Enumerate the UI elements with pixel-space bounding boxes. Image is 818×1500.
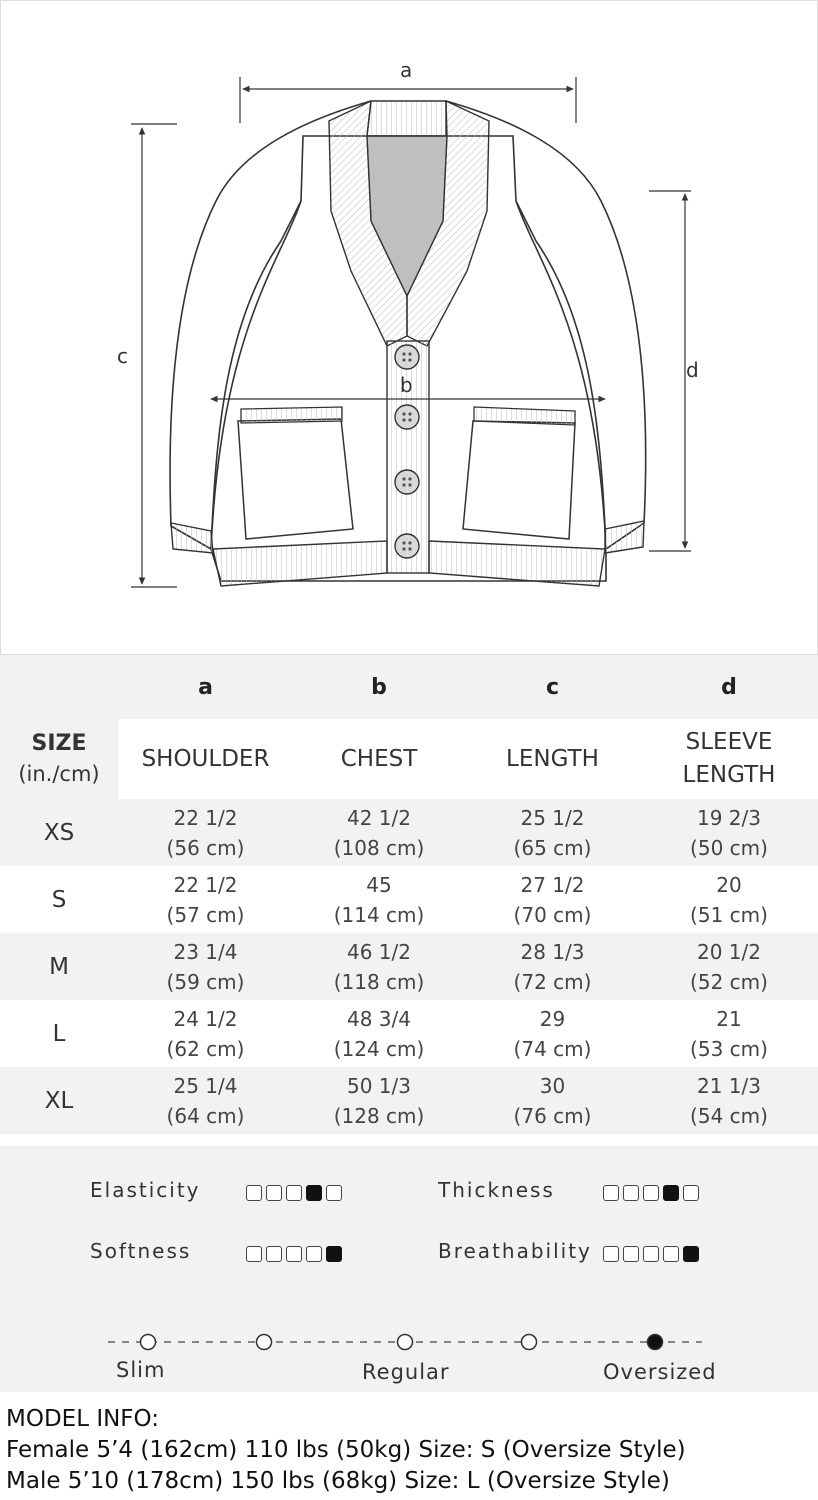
fit-point [522, 1335, 537, 1350]
model-info [6, 1404, 686, 1497]
header-text: SHOULDER [141, 745, 270, 772]
size-cell: S [51, 886, 67, 913]
fit-scale [0, 1146, 818, 1392]
header-chest [293, 719, 465, 799]
fit-label-oversized: Oversized [603, 1360, 717, 1384]
measurement-cell [465, 933, 640, 1000]
measurement-cell [118, 799, 293, 866]
measurement-cell [118, 1067, 293, 1134]
inch-value: 30 [539, 1073, 566, 1098]
inch-value: 29 [539, 1006, 566, 1031]
measurement-cell [465, 866, 640, 933]
cm-value: (118 cm) [333, 969, 425, 994]
cm-value: (124 cm) [333, 1036, 425, 1061]
measurement-cell [118, 1000, 293, 1067]
measurement-cell [293, 799, 465, 866]
size-cell: XS [43, 819, 75, 846]
measurement-cell [640, 799, 818, 866]
cm-value: (64 cm) [166, 1103, 245, 1128]
fabric-attributes-panel [0, 1146, 818, 1392]
cm-value: (65 cm) [513, 835, 592, 860]
attr-label-breathability: Breathability [438, 1239, 592, 1263]
cm-value: (74 cm) [513, 1036, 592, 1061]
dim-label-b: b [400, 373, 413, 397]
table-row [0, 1000, 818, 1067]
inch-value: 22 1/2 [173, 872, 238, 897]
header-text: LENGTH [506, 745, 599, 772]
measurement-cell [118, 933, 293, 1000]
header-text: SLEEVE [685, 729, 773, 755]
inch-value: 22 1/2 [173, 805, 238, 830]
table-row [0, 933, 818, 1000]
inch-value: 19 2/3 [697, 805, 761, 830]
header-shoulder [118, 719, 293, 799]
size-cell: L [52, 1020, 66, 1047]
inch-value: 24 1/2 [173, 1006, 238, 1031]
inch-value: 20 [716, 872, 742, 897]
dim-label-d: d [686, 358, 699, 382]
size-chart-table [0, 655, 818, 1134]
fit-label-regular: Regular [362, 1360, 450, 1384]
right-pocket [463, 407, 575, 539]
size-header-cell [0, 719, 118, 799]
header-text: CHEST [340, 745, 418, 772]
fit-point [398, 1335, 413, 1350]
column-letter: a [198, 674, 213, 700]
inch-value: 20 1/2 [697, 939, 761, 964]
column-letter: b [371, 674, 387, 700]
cm-value: (50 cm) [690, 835, 768, 860]
measurement-cell [118, 866, 293, 933]
model-info-female: Female 5’4 (162cm) 110 lbs (50kg) Size: S (Oversize Style) [6, 1437, 686, 1463]
model-info-male: Male 5’10 (178cm) 150 lbs (68kg) Size: L (Oversize Style) [6, 1468, 670, 1494]
inch-value: 45 [366, 872, 392, 897]
size-cell: M [49, 953, 69, 980]
cm-value: (51 cm) [690, 902, 768, 927]
measurement-cell [293, 1000, 465, 1067]
inch-value: 50 1/3 [347, 1073, 411, 1098]
table-row [0, 866, 818, 933]
measurement-cell [640, 1000, 818, 1067]
measurement-diagram [0, 0, 818, 655]
dim-label-a: a [400, 58, 413, 82]
inch-value: 25 1/4 [173, 1073, 238, 1098]
measurement-cell [465, 1000, 640, 1067]
measurement-cell [293, 1067, 465, 1134]
measurement-cell [465, 799, 640, 866]
measurement-cell [465, 1067, 640, 1134]
inch-value: 42 1/2 [347, 805, 411, 830]
cm-value: (70 cm) [513, 902, 592, 927]
cm-value: (54 cm) [690, 1103, 768, 1128]
measurement-cell [640, 1067, 818, 1134]
cm-value: (114 cm) [333, 902, 425, 927]
table-header-row [0, 719, 818, 799]
inch-value: 48 3/4 [347, 1006, 411, 1031]
cm-value: (108 cm) [333, 835, 425, 860]
cm-value: (62 cm) [166, 1036, 245, 1061]
measurement-cell [293, 933, 465, 1000]
attr-label-elasticity: Elasticity [90, 1178, 201, 1202]
cm-value: (59 cm) [166, 969, 245, 994]
fit-point [257, 1335, 272, 1350]
cm-value: (52 cm) [690, 969, 768, 994]
model-info-title: MODEL INFO: [6, 1406, 159, 1432]
attr-label-thickness: Thickness [438, 1178, 555, 1202]
fit-point-selected [648, 1335, 663, 1350]
measurement-cell [293, 866, 465, 933]
size-title: SIZE [31, 731, 87, 756]
header-length [465, 719, 640, 799]
table-row [0, 1067, 818, 1134]
inch-value: 21 1/3 [697, 1073, 761, 1098]
measurement-cell [640, 933, 818, 1000]
column-letter: c [545, 674, 560, 700]
header-sleeve-length [640, 719, 818, 799]
cm-value: (57 cm) [166, 902, 245, 927]
cm-value: (53 cm) [690, 1036, 768, 1061]
cm-value: (128 cm) [333, 1103, 425, 1128]
column-letter: d [721, 674, 737, 700]
measurement-cell [640, 866, 818, 933]
table-letter-row [0, 655, 818, 719]
cardigan-illustration [1, 1, 818, 656]
left-pocket [238, 407, 353, 539]
inch-value: 27 1/2 [520, 872, 585, 897]
table-row [0, 799, 818, 866]
fit-point [141, 1335, 156, 1350]
attr-label-softness: Softness [90, 1239, 192, 1263]
inch-value: 46 1/2 [347, 939, 411, 964]
cm-value: (76 cm) [513, 1103, 592, 1128]
header-text: LENGTH [682, 762, 776, 788]
cm-value: (56 cm) [166, 835, 245, 860]
dim-label-c: c [117, 344, 128, 368]
inch-value: 23 1/4 [173, 939, 238, 964]
fit-label-slim: Slim [116, 1358, 166, 1382]
table-body [0, 799, 818, 1134]
inch-value: 28 1/3 [520, 939, 585, 964]
size-unit: (in./cm) [18, 762, 100, 786]
size-cell: XL [44, 1087, 74, 1114]
inch-value: 21 [716, 1006, 742, 1031]
cm-value: (72 cm) [513, 969, 592, 994]
inch-value: 25 1/2 [520, 805, 585, 830]
